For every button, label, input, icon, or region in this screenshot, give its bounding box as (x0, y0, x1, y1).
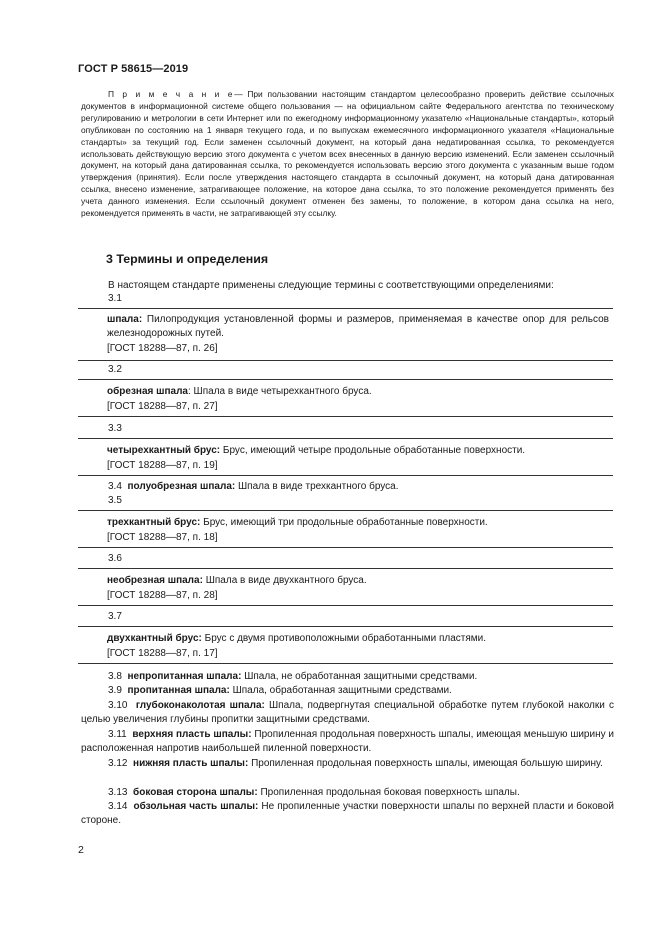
term-reference: [ГОСТ 18288—87, п. 19] (107, 460, 218, 471)
reference-note (81, 89, 614, 220)
term-box (78, 308, 613, 361)
term-name: четырехкантный брус: (107, 445, 221, 456)
term-reference: [ГОСТ 18288—87, п. 18] (107, 532, 218, 543)
term-reference: [ГОСТ 18288—87, п. 26] (107, 343, 218, 354)
term-definition: необрезная шпала: Шпала в виде двухкантного бруса. (107, 575, 367, 586)
term-reference: [ГОСТ 18288—87, п. 27] (107, 401, 218, 412)
term-name: непропитанная шпала: (127, 671, 242, 682)
term-number: 3.2 (108, 364, 122, 375)
term-reference: [ГОСТ 18288—87, п. 28] (107, 590, 218, 601)
term-box (78, 379, 613, 417)
term-reference: [ГОСТ 18288—87, п. 17] (107, 648, 218, 659)
term-box (78, 626, 613, 664)
term-definition: шпала: Пилопродукция установленной формы и размеров, применяемая в качестве опор для рельсов железнодорожных путей. (107, 314, 609, 339)
term-entry: 3.11 верхняя пласть шпалы: Пропиленная продольная поверхность шпалы, имеющая меньшую ширину и расположенная напротив наибольшей пиленной поверхности. (81, 729, 615, 755)
term-entry: 3.12 нижняя пласть шпалы: Пропиленная продольная поверхность шпалы, имеющая большую ширину. (108, 758, 603, 769)
term-name: шпала: (107, 314, 143, 325)
term-definition: двухкантный брус: Брус с двумя противоположными обработанными пластями. (107, 633, 487, 644)
term-name: пропитанная шпала: (127, 685, 230, 696)
term-name: нижняя пласть шпалы: (133, 758, 249, 769)
term-name: необрезная шпала: (107, 575, 203, 586)
term-name: боковая сторона шпалы: (133, 787, 258, 798)
term-box (78, 568, 613, 606)
term-name: трехкантный брус: (107, 517, 201, 528)
term-entry: 3.13 боковая сторона шпалы: Пропиленная продольная боковая поверхность шпалы. (108, 787, 520, 798)
term-number: 3.5 (108, 495, 122, 506)
term-name: глубоконаколотая шпала: (135, 700, 265, 711)
term-definition: четырехкантный брус: Брус, имеющий четыре продольные обработанные поверхности. (107, 445, 526, 456)
document-header: ГОСТ Р 58615—2019 (78, 63, 189, 75)
term-number: 3.1 (108, 293, 122, 304)
term-entry: 3.9 пропитанная шпала: Шпала, обработанная защитными средствами. (108, 685, 452, 696)
section-intro: В настоящем стандарте применены следующие термины с соответствующими определениями: (108, 280, 554, 291)
term-number: 3.7 (108, 611, 122, 622)
term-entry-3-4: 3.4 полуобрезная шпала: Шпала в виде трехкантного бруса. (108, 481, 399, 492)
note-label: П р и м е ч а н и е (108, 89, 235, 99)
term-name: полуобрезная шпала: (127, 481, 236, 492)
term-name: обзольная часть шпалы: (133, 801, 259, 812)
term-name: двухкантный брус: (107, 633, 202, 644)
section-title: 3 Термины и определения (106, 252, 269, 266)
term-name: верхняя пласть шпалы: (132, 729, 252, 740)
page-number: 2 (78, 844, 84, 856)
term-name: обрезная шпала (107, 386, 188, 397)
note-text: — При пользовании настоящим стандартом целесообразно проверить действие ссылочных документов в информационной системе общего пользования — на официальном сайте Федерального агентства по техническому регулированию и метрологии в сети Интернет или по ежегодному информационному указателю «Национальные стандарты», который опубликован по состоянию на 1 января текущего года, и по выпускам ежемесячного информационного указателя «Национальные стандарты» за текущий год. Если заменен ссылочный документ, на который дана недатированная ссылка, то рекомендуется использовать действующую версию этого документа с учетом всех внесенных в данную версию изменений. Если заменен ссылочный документ, на который дана датированная ссылка, то рекомендуется использовать версию этого документа с указанным выше годом утверждения (принятия). Если после утверждения настоящего стандарта в ссылочный документ, на который дана датированная ссылка, внесено изменение, затрагивающее положение, на которое дана ссылка, то это положение рекомендуется применять без учета данного изменения. Если ссылочный документ отменен без замены, то положение, в котором дана ссылка на него, рекомендуется применять в части, не затрагивающей эту ссылку. (81, 89, 614, 219)
term-entry: 3.10 глубоконаколотая шпала: Шпала, подвергнутая специальной обработке путем глубокой наколки с целью увеличения глубины пропитки защитными средствами. (81, 700, 615, 726)
term-box (78, 510, 613, 548)
term-entry: 3.8 непропитанная шпала: Шпала, не обработанная защитными средствами. (108, 671, 478, 682)
term-definition: обрезная шпала: Шпала в виде четырехкантного бруса. (107, 386, 372, 397)
term-definition: трехкантный брус: Брус, имеющий три продольные обработанные поверхности. (107, 517, 488, 528)
term-number: 3.3 (108, 423, 122, 434)
term-box (78, 438, 613, 476)
term-number: 3.6 (108, 553, 122, 564)
term-entry: 3.14 обзольная часть шпалы: Не пропиленные участки поверхности шпалы по верхней пласти и боковой стороне. (81, 801, 614, 827)
